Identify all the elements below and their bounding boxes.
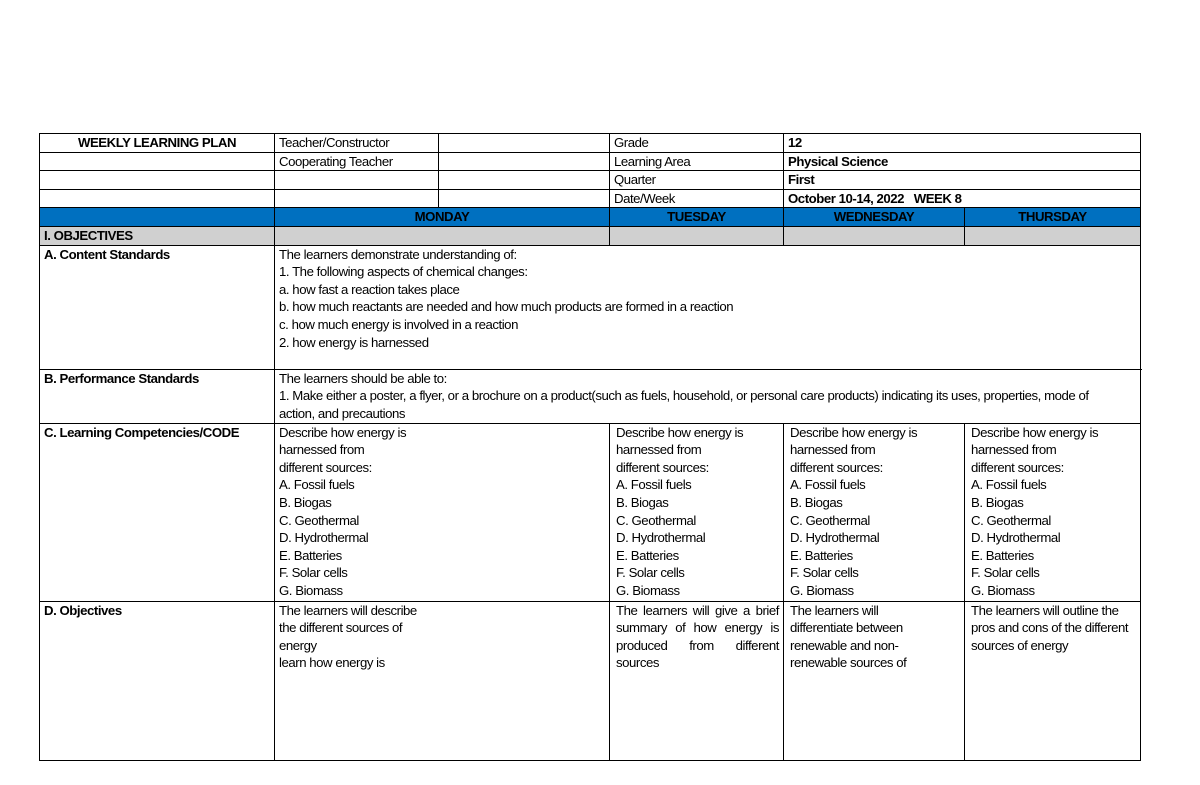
header-row-3 [40, 171, 1141, 190]
competency-line: G. Biomass [616, 582, 680, 598]
competencies-thursday [965, 423, 1141, 601]
competency-line: F. Solar cells [279, 565, 348, 581]
objectives-row [40, 601, 1141, 760]
competency-line: C. Geothermal [790, 512, 870, 528]
competency-line: Describe how energy is [279, 424, 407, 440]
performance-standards-text [275, 369, 1141, 423]
competencies-monday [275, 423, 610, 601]
competencies-row [40, 423, 1141, 601]
objective-line: renewable and non- [790, 637, 899, 653]
competency-line: harnessed from [279, 442, 365, 458]
objectives-heading: I. OBJECTIVES [40, 226, 275, 245]
area-label: Learning Area [610, 152, 784, 171]
objective-line: the different sources of [279, 620, 403, 636]
competency-line: A. Fossil fuels [279, 477, 355, 493]
competency-line: different sources: [616, 459, 709, 475]
competency-line: E. Batteries [279, 547, 342, 563]
competency-line: A. Fossil fuels [971, 477, 1047, 493]
objective-line: The learners will describe [279, 602, 417, 618]
day-monday: MONDAY [275, 208, 610, 227]
objective-line: The learners will [790, 602, 879, 618]
competency-line: G. Biomass [790, 582, 854, 598]
content-standards-label: A. Content Standards [40, 245, 275, 369]
competency-line: different sources: [971, 459, 1064, 475]
competency-line: D. Hydrothermal [971, 530, 1061, 546]
performance-standards-label: B. Performance Standards [40, 369, 275, 423]
blank-cell [40, 152, 275, 171]
weekly-learning-plan-table [39, 133, 1141, 761]
day-tuesday: TUESDAY [610, 208, 784, 227]
performance-standards-row [40, 369, 1141, 423]
objective-line: The learners will outline the [971, 602, 1119, 618]
competency-line: E. Batteries [971, 547, 1034, 563]
competency-line: B. Biogas [616, 494, 669, 510]
blank-cell [40, 189, 275, 208]
objectives-thursday [965, 601, 1141, 760]
quarter-label: Quarter [610, 171, 784, 190]
blank-cell [40, 171, 275, 190]
competencies-label: C. Learning Competencies/CODE [40, 423, 275, 601]
performance-line: The learners should be able to: [279, 370, 447, 386]
competency-line: Describe how energy is [971, 424, 1099, 440]
competency-line: F. Solar cells [616, 565, 685, 581]
content-line: a. how fast a reaction takes place [279, 281, 460, 297]
day-thursday: THURSDAY [965, 208, 1141, 227]
objectives-label: D. Objectives [40, 601, 275, 760]
competency-line: B. Biogas [279, 494, 332, 510]
quarter-value: First [784, 171, 1141, 190]
objectives-heading-row [40, 226, 1141, 245]
cooperating-value[interactable] [439, 152, 610, 171]
grey-cell [965, 226, 1141, 245]
header-row-1 [40, 134, 1141, 153]
day-wednesday: WEDNESDAY [784, 208, 965, 227]
competency-line: B. Biogas [971, 494, 1024, 510]
objective-line: renewable sources of [790, 655, 907, 671]
objective-line: energy [279, 637, 317, 653]
competency-line: harnessed from [790, 442, 876, 458]
competency-line: A. Fossil fuels [790, 477, 866, 493]
date-value: October 10-14, 2022 WEEK 8 [784, 189, 1141, 208]
objective-line: pros and cons of the different [971, 620, 1129, 636]
competencies-tuesday [610, 423, 784, 601]
competency-line: C. Geothermal [616, 512, 696, 528]
competency-line: F. Solar cells [790, 565, 859, 581]
competency-line: harnessed from [616, 442, 702, 458]
performance-line: action, and precautions [279, 405, 406, 421]
day-header-row [40, 208, 1141, 227]
teacher-label: Teacher/Constructor [275, 134, 439, 153]
competency-line: A. Fossil fuels [616, 477, 692, 493]
content-line: 1. The following aspects of chemical changes: [279, 264, 528, 280]
content-line: c. how much energy is involved in a reaction [279, 316, 518, 332]
header-row-2 [40, 152, 1141, 171]
plan-title: WEEKLY LEARNING PLAN [40, 134, 275, 153]
competency-line: different sources: [279, 459, 372, 475]
date-label: Date/Week [610, 189, 784, 208]
objectives-wednesday [784, 601, 965, 760]
competencies-wednesday [784, 423, 965, 601]
content-standards-row [40, 245, 1141, 369]
objective-line: differentiate between [790, 620, 903, 636]
objective-line: learn how energy is [279, 655, 385, 671]
competency-line: C. Geothermal [279, 512, 359, 528]
grey-cell [784, 226, 965, 245]
blank-cell [439, 171, 610, 190]
objectives-monday [275, 601, 610, 760]
cooperating-label: Cooperating Teacher [275, 152, 439, 171]
content-line: 2. how energy is harnessed [279, 334, 429, 350]
content-line: b. how much reactants are needed and how much products are formed in a reaction [279, 299, 734, 315]
competency-line: G. Biomass [279, 582, 343, 598]
competency-line: Describe how energy is [616, 424, 744, 440]
performance-line: 1. Make either a poster, a flyer, or a brochure on a product(such as fuels, household, or personal care products) indicating its uses, properties, mode of [279, 388, 1089, 404]
competency-line: D. Hydrothermal [279, 530, 369, 546]
competency-line: C. Geothermal [971, 512, 1051, 528]
content-line: The learners demonstrate understanding of: [279, 246, 517, 262]
day-header-blank [40, 208, 275, 227]
competency-line: E. Batteries [790, 547, 853, 563]
blank-cell [275, 171, 439, 190]
competency-line: G. Biomass [971, 582, 1035, 598]
teacher-value[interactable] [439, 134, 610, 153]
competency-line: E. Batteries [616, 547, 679, 563]
grey-cell [275, 226, 610, 245]
competency-line: D. Hydrothermal [790, 530, 880, 546]
competency-line: harnessed from [971, 442, 1057, 458]
blank-cell [275, 189, 439, 208]
area-value: Physical Science [784, 152, 1141, 171]
competency-line: B. Biogas [790, 494, 843, 510]
competency-line: F. Solar cells [971, 565, 1040, 581]
competency-line: D. Hydrothermal [616, 530, 706, 546]
objective-line: sources of energy [971, 637, 1069, 653]
grade-value: 12 [784, 134, 1141, 153]
header-row-4 [40, 189, 1141, 208]
blank-cell [439, 189, 610, 208]
competency-line: Describe how energy is [790, 424, 918, 440]
grey-cell [610, 226, 784, 245]
content-standards-text [275, 245, 1141, 369]
objectives-tuesday: The learners will give a brief summary of how energy is produced from different sources [610, 601, 784, 760]
competency-line: different sources: [790, 459, 883, 475]
grade-label: Grade [610, 134, 784, 153]
